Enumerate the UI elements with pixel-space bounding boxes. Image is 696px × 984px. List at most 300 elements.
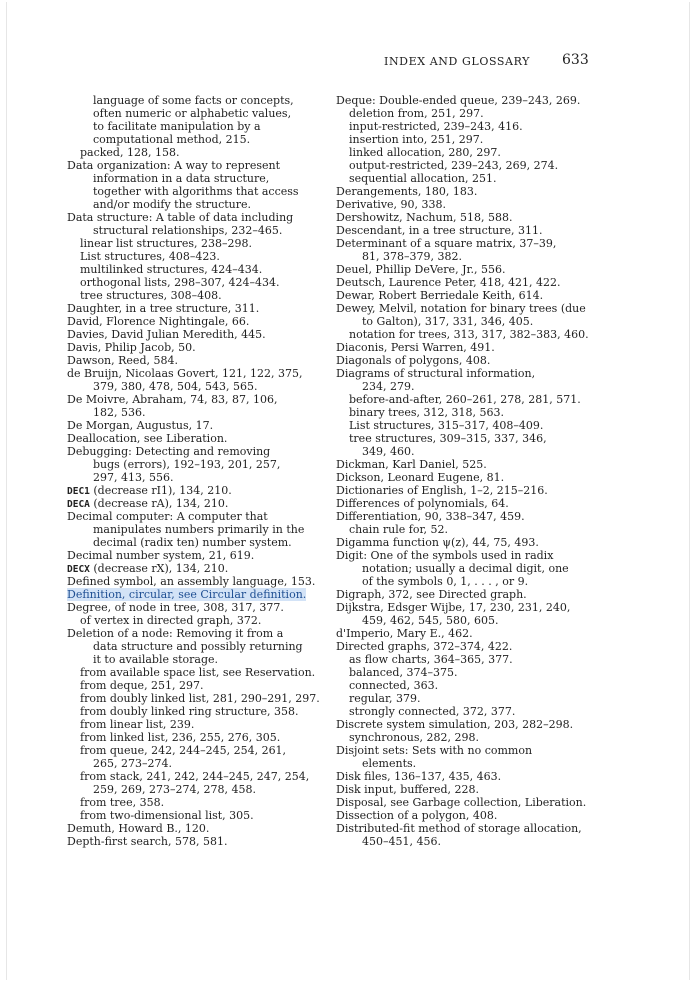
- entry-text-body: De Morgan, Augustus, 17.: [67, 419, 214, 432]
- index-subentry: [336, 562, 646, 575]
- entry-text: [93, 536, 292, 549]
- entry-text: [336, 588, 527, 601]
- entry-text: [336, 796, 586, 809]
- index-subentry: [67, 458, 337, 471]
- entry-text-body: often numeric or alphabetic values,: [93, 107, 292, 120]
- entry-text: [93, 198, 251, 211]
- entry-text: [80, 146, 179, 159]
- entry-text: [362, 835, 441, 848]
- entry-text-body: from linked list, 236, 255, 276, 305.: [80, 731, 281, 744]
- entry-text-body: notation; usually a decimal digit, one: [362, 562, 569, 575]
- entry-text-body: output-restricted, 239–243, 269, 274.: [349, 159, 559, 172]
- index-subentry: [336, 406, 646, 419]
- entry-text: [80, 289, 222, 302]
- index-entry: [336, 198, 646, 211]
- entry-text: [80, 276, 280, 289]
- entry-text: [80, 263, 262, 276]
- index-subentry: [336, 757, 646, 770]
- entry-text-body: insertion into, 251, 297.: [349, 133, 484, 146]
- entry-text-body: regular, 379.: [349, 692, 421, 705]
- entry-text-body: orthogonal lists, 298–307, 424–434.: [80, 276, 280, 289]
- index-subentry: [336, 614, 646, 627]
- entry-text: [80, 796, 164, 809]
- entry-text: [67, 835, 227, 848]
- entry-text-body: Diagonals of polygons, 408.: [336, 354, 491, 367]
- entry-text: [67, 497, 228, 510]
- index-entry: [67, 822, 337, 835]
- entry-text: [349, 406, 504, 419]
- index-subentry: [67, 224, 337, 237]
- entry-text-body: as flow charts, 364–365, 377.: [349, 653, 513, 666]
- entry-text-body: tree structures, 309–315, 337, 346,: [349, 432, 547, 445]
- entry-text-body: sequential allocation, 251.: [349, 172, 497, 185]
- entry-text-body: language of some facts or concepts,: [93, 94, 294, 107]
- entry-text: [336, 224, 543, 237]
- entry-text: [336, 276, 561, 289]
- index-subentry: [67, 796, 337, 809]
- entry-text: [80, 250, 220, 263]
- index-column-left: [67, 94, 337, 848]
- entry-text-body: Derivative, 90, 338.: [336, 198, 447, 211]
- entry-text-body: Disk files, 136–137, 435, 463.: [336, 770, 502, 783]
- index-entry: [67, 315, 337, 328]
- entry-text-body: 81, 378–379, 382.: [362, 250, 462, 263]
- entry-text-body: 297, 413, 556.: [93, 471, 174, 484]
- index-entry: [336, 458, 646, 471]
- entry-text-body: computational method, 215.: [93, 133, 251, 146]
- entry-text: [67, 601, 284, 614]
- index-entry: [67, 419, 337, 432]
- entry-text: [336, 198, 446, 211]
- index-entry: [67, 211, 337, 224]
- entry-text: [67, 419, 213, 432]
- entry-text-body: linear list structures, 238–298.: [80, 237, 253, 250]
- index-subentry: [67, 614, 337, 627]
- index-subentry: [336, 679, 646, 692]
- index-subentry: [67, 705, 337, 718]
- index-subentry: [67, 471, 337, 484]
- index-subentry: [67, 536, 337, 549]
- entry-text-body: 459, 462, 545, 580, 605.: [362, 614, 499, 627]
- entry-text: [93, 94, 294, 107]
- entry-text-body: 259, 269, 273–274, 278, 458.: [93, 783, 256, 796]
- entry-text-body: Differences of polynomials, 64.: [336, 497, 509, 510]
- entry-text: [349, 731, 479, 744]
- index-entry: [336, 627, 646, 640]
- entry-text: [349, 393, 581, 406]
- entry-text-body: from stack, 241, 242, 244–245, 247, 254,: [80, 770, 310, 783]
- entry-text: [336, 770, 501, 783]
- index-subentry: [336, 380, 646, 393]
- index-entry: [67, 575, 337, 588]
- index-subentry: [67, 120, 337, 133]
- index-entry: [336, 510, 646, 523]
- entry-text-body: (decrease rI1), 134, 210.: [89, 484, 232, 497]
- entry-text-body: (decrease rX), 134, 210.: [89, 562, 229, 575]
- index-subentry: [336, 432, 646, 445]
- index-entry: [67, 588, 337, 601]
- index-entry: [336, 302, 646, 315]
- entry-text-body: Dickman, Karl Daniel, 525.: [336, 458, 487, 471]
- index-entry: [336, 211, 646, 224]
- entry-text: [80, 744, 286, 757]
- index-entry: [67, 497, 337, 510]
- index-entry: [336, 588, 646, 601]
- entry-text-body: structural relationships, 232–465.: [93, 224, 283, 237]
- entry-text-body: synchronous, 282, 298.: [349, 731, 479, 744]
- entry-text-body: deletion from, 251, 297.: [349, 107, 484, 120]
- selected-text: [67, 588, 306, 601]
- entry-text-body: Dershowitz, Nachum, 518, 588.: [336, 211, 513, 224]
- entry-text-body: 182, 536.: [93, 406, 146, 419]
- index-column-right: [336, 94, 646, 848]
- entry-text-body: strongly connected, 372, 377.: [349, 705, 516, 718]
- entry-text-body: Deallocation, see Liberation.: [67, 432, 228, 445]
- entry-text: [349, 120, 523, 133]
- entry-text-body: Dissection of a polygon, 408.: [336, 809, 498, 822]
- entry-text: [93, 224, 282, 237]
- entry-text-body: Diaconis, Persi Warren, 491.: [336, 341, 495, 354]
- index-subentry: [67, 133, 337, 146]
- index-subentry: [336, 731, 646, 744]
- entry-text-body: multilinked structures, 424–434.: [80, 263, 263, 276]
- entry-text: [67, 445, 270, 458]
- index-entry: [336, 185, 646, 198]
- index-entry: [67, 367, 337, 380]
- entry-text-body: decimal (radix ten) number system.: [93, 536, 292, 549]
- entry-text-body: from tree, 358.: [80, 796, 165, 809]
- entry-text: [67, 354, 178, 367]
- entry-text: [362, 757, 416, 770]
- entry-text: [336, 211, 513, 224]
- index-subentry: [336, 393, 646, 406]
- entry-text-body: Disk input, buffered, 228.: [336, 783, 480, 796]
- index-entry: [336, 809, 646, 822]
- index-subentry: [336, 250, 646, 263]
- entry-text-body: together with algorithms that access: [93, 185, 299, 198]
- entry-text-body: Dawson, Reed, 584.: [67, 354, 178, 367]
- entry-text-body: from queue, 242, 244–245, 254, 261,: [80, 744, 287, 757]
- entry-text-body: Differentiation, 90, 338–347, 459.: [336, 510, 525, 523]
- entry-text-body: Dictionaries of English, 1–2, 215–216.: [336, 484, 548, 497]
- index-subentry: [336, 666, 646, 679]
- entry-text-body: Deuel, Phillip DeVere, Jr., 556.: [336, 263, 506, 276]
- entry-text: [80, 705, 298, 718]
- entry-text-body: from deque, 251, 297.: [80, 679, 204, 692]
- entry-text: [336, 718, 573, 731]
- entry-text-body: Definition, circular, see Circular definition.: [67, 588, 307, 601]
- index-subentry: [67, 406, 337, 419]
- entry-text: [362, 562, 569, 575]
- entry-text: [80, 731, 280, 744]
- index-subentry: [336, 159, 646, 172]
- index-subentry: [67, 289, 337, 302]
- index-entry: [336, 783, 646, 796]
- entry-text: [67, 562, 228, 575]
- entry-text: [349, 653, 513, 666]
- index-subentry: [67, 276, 337, 289]
- entry-text-body: Davies, David Julian Meredith, 445.: [67, 328, 266, 341]
- index-subentry: [336, 575, 646, 588]
- entry-text: [336, 367, 535, 380]
- index-entry: [67, 393, 337, 406]
- index-entry: [67, 354, 337, 367]
- entry-text: [336, 237, 556, 250]
- entry-text: [80, 614, 261, 627]
- entry-text-body: information in a data structure,: [93, 172, 270, 185]
- entry-text-body: Digamma function ψ(z), 44, 75, 493.: [336, 536, 539, 549]
- index-entry: [336, 640, 646, 653]
- index-entry: [67, 601, 337, 614]
- entry-text-body: bugs (errors), 192–193, 201, 257,: [93, 458, 281, 471]
- entry-text-body: 234, 279.: [362, 380, 415, 393]
- index-entry: [336, 549, 646, 562]
- entry-text: [349, 172, 496, 185]
- index-entry: [67, 159, 337, 172]
- entry-text-body: and/or modify the structure.: [93, 198, 252, 211]
- index-entry: [336, 341, 646, 354]
- entry-text: [336, 549, 553, 562]
- entry-text: [336, 627, 473, 640]
- entry-text: [67, 432, 227, 445]
- entry-text-body: Dewey, Melvil, notation for binary trees (due: [336, 302, 586, 315]
- entry-text-body: Data organization: A way to represent: [67, 159, 281, 172]
- entry-text: [67, 627, 283, 640]
- entry-text: [349, 328, 589, 341]
- entry-text: [336, 601, 570, 614]
- index-subentry: [67, 172, 337, 185]
- entry-text: [349, 432, 547, 445]
- entry-text: [67, 341, 196, 354]
- entry-text-body: Dewar, Robert Berriedale Keith, 614.: [336, 289, 544, 302]
- entry-text: [93, 640, 303, 653]
- entry-text: [362, 445, 414, 458]
- entry-text: [67, 302, 259, 315]
- entry-text: [349, 146, 501, 159]
- entry-text: [349, 523, 448, 536]
- index-subentry: [67, 237, 337, 250]
- entry-text-body: from doubly linked ring structure, 358.: [80, 705, 299, 718]
- entry-text: [336, 536, 539, 549]
- index-entry: [67, 445, 337, 458]
- index-subentry: [67, 744, 337, 757]
- entry-text-body: Defined symbol, an assembly language, 153.: [67, 575, 316, 588]
- entry-text: [336, 341, 495, 354]
- entry-text: [349, 679, 438, 692]
- entry-text: [336, 458, 487, 471]
- entry-text: [349, 692, 421, 705]
- entry-text: [336, 94, 580, 107]
- entry-text: [93, 757, 172, 770]
- index-subentry: [336, 445, 646, 458]
- entry-text: [349, 107, 484, 120]
- entry-text: [67, 822, 209, 835]
- entry-text-body: Digit: One of the symbols used in radix: [336, 549, 554, 562]
- index-subentry: [336, 107, 646, 120]
- entry-text: [93, 107, 291, 120]
- entry-text: [80, 770, 309, 783]
- index-entry: [67, 562, 337, 575]
- entry-text: [362, 614, 498, 627]
- entry-text-body: it to available storage.: [93, 653, 219, 666]
- entry-text-body: balanced, 374–375.: [349, 666, 458, 679]
- index-subentry: [336, 523, 646, 536]
- entry-text: [336, 263, 506, 276]
- entry-text: [67, 159, 280, 172]
- entry-text-body: connected, 363.: [349, 679, 439, 692]
- entry-text: [93, 380, 257, 393]
- entry-text: [349, 666, 457, 679]
- entry-text-body: Directed graphs, 372–374, 422.: [336, 640, 513, 653]
- index-subentry: [67, 198, 337, 211]
- entry-text-body: to Galton), 317, 331, 346, 405.: [362, 315, 534, 328]
- entry-text-body: from two-dimensional list, 305.: [80, 809, 254, 822]
- entry-text-body: Derangements, 180, 183.: [336, 185, 478, 198]
- index-entry: [336, 822, 646, 835]
- entry-text-body: Decimal number system, 21, 619.: [67, 549, 255, 562]
- entry-text: [67, 484, 232, 497]
- entry-text-body: elements.: [362, 757, 417, 770]
- index-subentry: [336, 328, 646, 341]
- entry-text: [336, 822, 582, 835]
- entry-text-body: Debugging: Detecting and removing: [67, 445, 271, 458]
- entry-text-body: d'Imperio, Mary E., 462.: [336, 627, 473, 640]
- index-subentry: [67, 94, 337, 107]
- entry-text: [336, 497, 509, 510]
- entry-text: [336, 302, 586, 315]
- entry-text-body: from available space list, see Reservation.: [80, 666, 316, 679]
- entry-text: [93, 172, 269, 185]
- entry-text-body: input-restricted, 239–243, 416.: [349, 120, 523, 133]
- index-subentry: [67, 523, 337, 536]
- entry-text: [336, 471, 504, 484]
- entry-text: [67, 328, 266, 341]
- entry-text-body: 349, 460.: [362, 445, 415, 458]
- entry-text: [93, 185, 299, 198]
- index-subentry: [67, 731, 337, 744]
- entry-text-body: Discrete system simulation, 203, 282–298.: [336, 718, 574, 731]
- entry-text: [93, 458, 280, 471]
- index-subentry: [336, 120, 646, 133]
- entry-text: [93, 783, 256, 796]
- index-subentry: [67, 380, 337, 393]
- entry-text: [336, 289, 543, 302]
- instruction-mnemonic: DECX: [67, 564, 90, 575]
- index-entry: [336, 276, 646, 289]
- instruction-mnemonic: DEC1: [67, 486, 90, 497]
- entry-text-body: Dickson, Leonard Eugene, 81.: [336, 471, 505, 484]
- entry-text-body: 265, 273–274.: [93, 757, 172, 770]
- entry-text-body: List structures, 408–423.: [80, 250, 220, 263]
- entry-text: [93, 406, 145, 419]
- entry-text-body: packed, 128, 158.: [80, 146, 180, 159]
- entry-text: [80, 692, 320, 705]
- entry-text: [67, 575, 315, 588]
- entry-text-body: 379, 380, 478, 504, 543, 565.: [93, 380, 258, 393]
- index-subentry: [67, 679, 337, 692]
- entry-text: [93, 133, 250, 146]
- index-subentry: [67, 783, 337, 796]
- entry-text: [67, 393, 278, 406]
- entry-text: [336, 783, 479, 796]
- index-subentry: [67, 263, 337, 276]
- entry-text-body: Davis, Philip Jacob, 50.: [67, 341, 196, 354]
- entry-text: [80, 679, 204, 692]
- entry-text-body: Disposal, see Garbage collection, Liberation.: [336, 796, 587, 809]
- entry-text: [93, 523, 304, 536]
- index-subentry: [336, 315, 646, 328]
- entry-text-body: notation for trees, 313, 317, 382–383, 460.: [349, 328, 589, 341]
- index-subentry: [67, 666, 337, 679]
- index-subentry: [67, 250, 337, 263]
- entry-text-body: manipulates numbers primarily in the: [93, 523, 305, 536]
- index-subentry: [67, 640, 337, 653]
- entry-text-body: Demuth, Howard B., 120.: [67, 822, 210, 835]
- entry-text-body: data structure and possibly returning: [93, 640, 303, 653]
- entry-text-body: List structures, 315–317, 408–409.: [349, 419, 544, 432]
- entry-text: [336, 354, 490, 367]
- entry-text: [80, 237, 252, 250]
- index-entry: [336, 601, 646, 614]
- index-entry: [336, 237, 646, 250]
- entry-text-body: Diagrams of structural information,: [336, 367, 536, 380]
- entry-text: [349, 419, 543, 432]
- index-entry: [336, 497, 646, 510]
- entry-text-body: Determinant of a square matrix, 37–39,: [336, 237, 557, 250]
- entry-text-body: 450–451, 456.: [362, 835, 441, 848]
- index-entry: [336, 224, 646, 237]
- entry-text-body: Decimal computer: A computer that: [67, 510, 268, 523]
- entry-text: [67, 549, 254, 562]
- entry-text: [336, 640, 512, 653]
- entry-text: [336, 744, 532, 757]
- index-subentry: [336, 705, 646, 718]
- entry-text-body: Descendant, in a tree structure, 311.: [336, 224, 543, 237]
- index-entry: [336, 367, 646, 380]
- entry-text-body: to facilitate manipulation by a: [93, 120, 261, 133]
- entry-text: [362, 380, 414, 393]
- index-entry: [67, 302, 337, 315]
- entry-text: [336, 809, 497, 822]
- index-subentry: [336, 653, 646, 666]
- index-entry: [336, 744, 646, 757]
- index-entry: [67, 484, 337, 497]
- entry-text-body: of the symbols 0, 1, . . . , or 9.: [362, 575, 529, 588]
- instruction-mnemonic: DECA: [67, 499, 90, 510]
- entry-text: [93, 471, 173, 484]
- entry-text-body: Disjoint sets: Sets with no common: [336, 744, 533, 757]
- index-entry: [336, 796, 646, 809]
- entry-text-body: Deletion of a node: Removing it from a: [67, 627, 284, 640]
- index-entry: [67, 835, 337, 848]
- index-subentry: [336, 172, 646, 185]
- index-subentry: [336, 692, 646, 705]
- entry-text: [80, 718, 194, 731]
- entry-text-body: Depth-first search, 578, 581.: [67, 835, 228, 848]
- entry-text-body: tree structures, 308–408.: [80, 289, 222, 302]
- index-entry: [336, 484, 646, 497]
- entry-text-body: Deutsch, Laurence Peter, 418, 421, 422.: [336, 276, 561, 289]
- entry-text-body: of vertex in directed graph, 372.: [80, 614, 262, 627]
- entry-text: [349, 159, 558, 172]
- index-entry: [336, 354, 646, 367]
- entry-text: [80, 666, 315, 679]
- entry-text: [362, 315, 533, 328]
- entry-text-body: binary trees, 312, 318, 563.: [349, 406, 504, 419]
- index-entry: [336, 471, 646, 484]
- index-subentry: [67, 107, 337, 120]
- entry-text-body: De Moivre, Abraham, 74, 83, 87, 106,: [67, 393, 278, 406]
